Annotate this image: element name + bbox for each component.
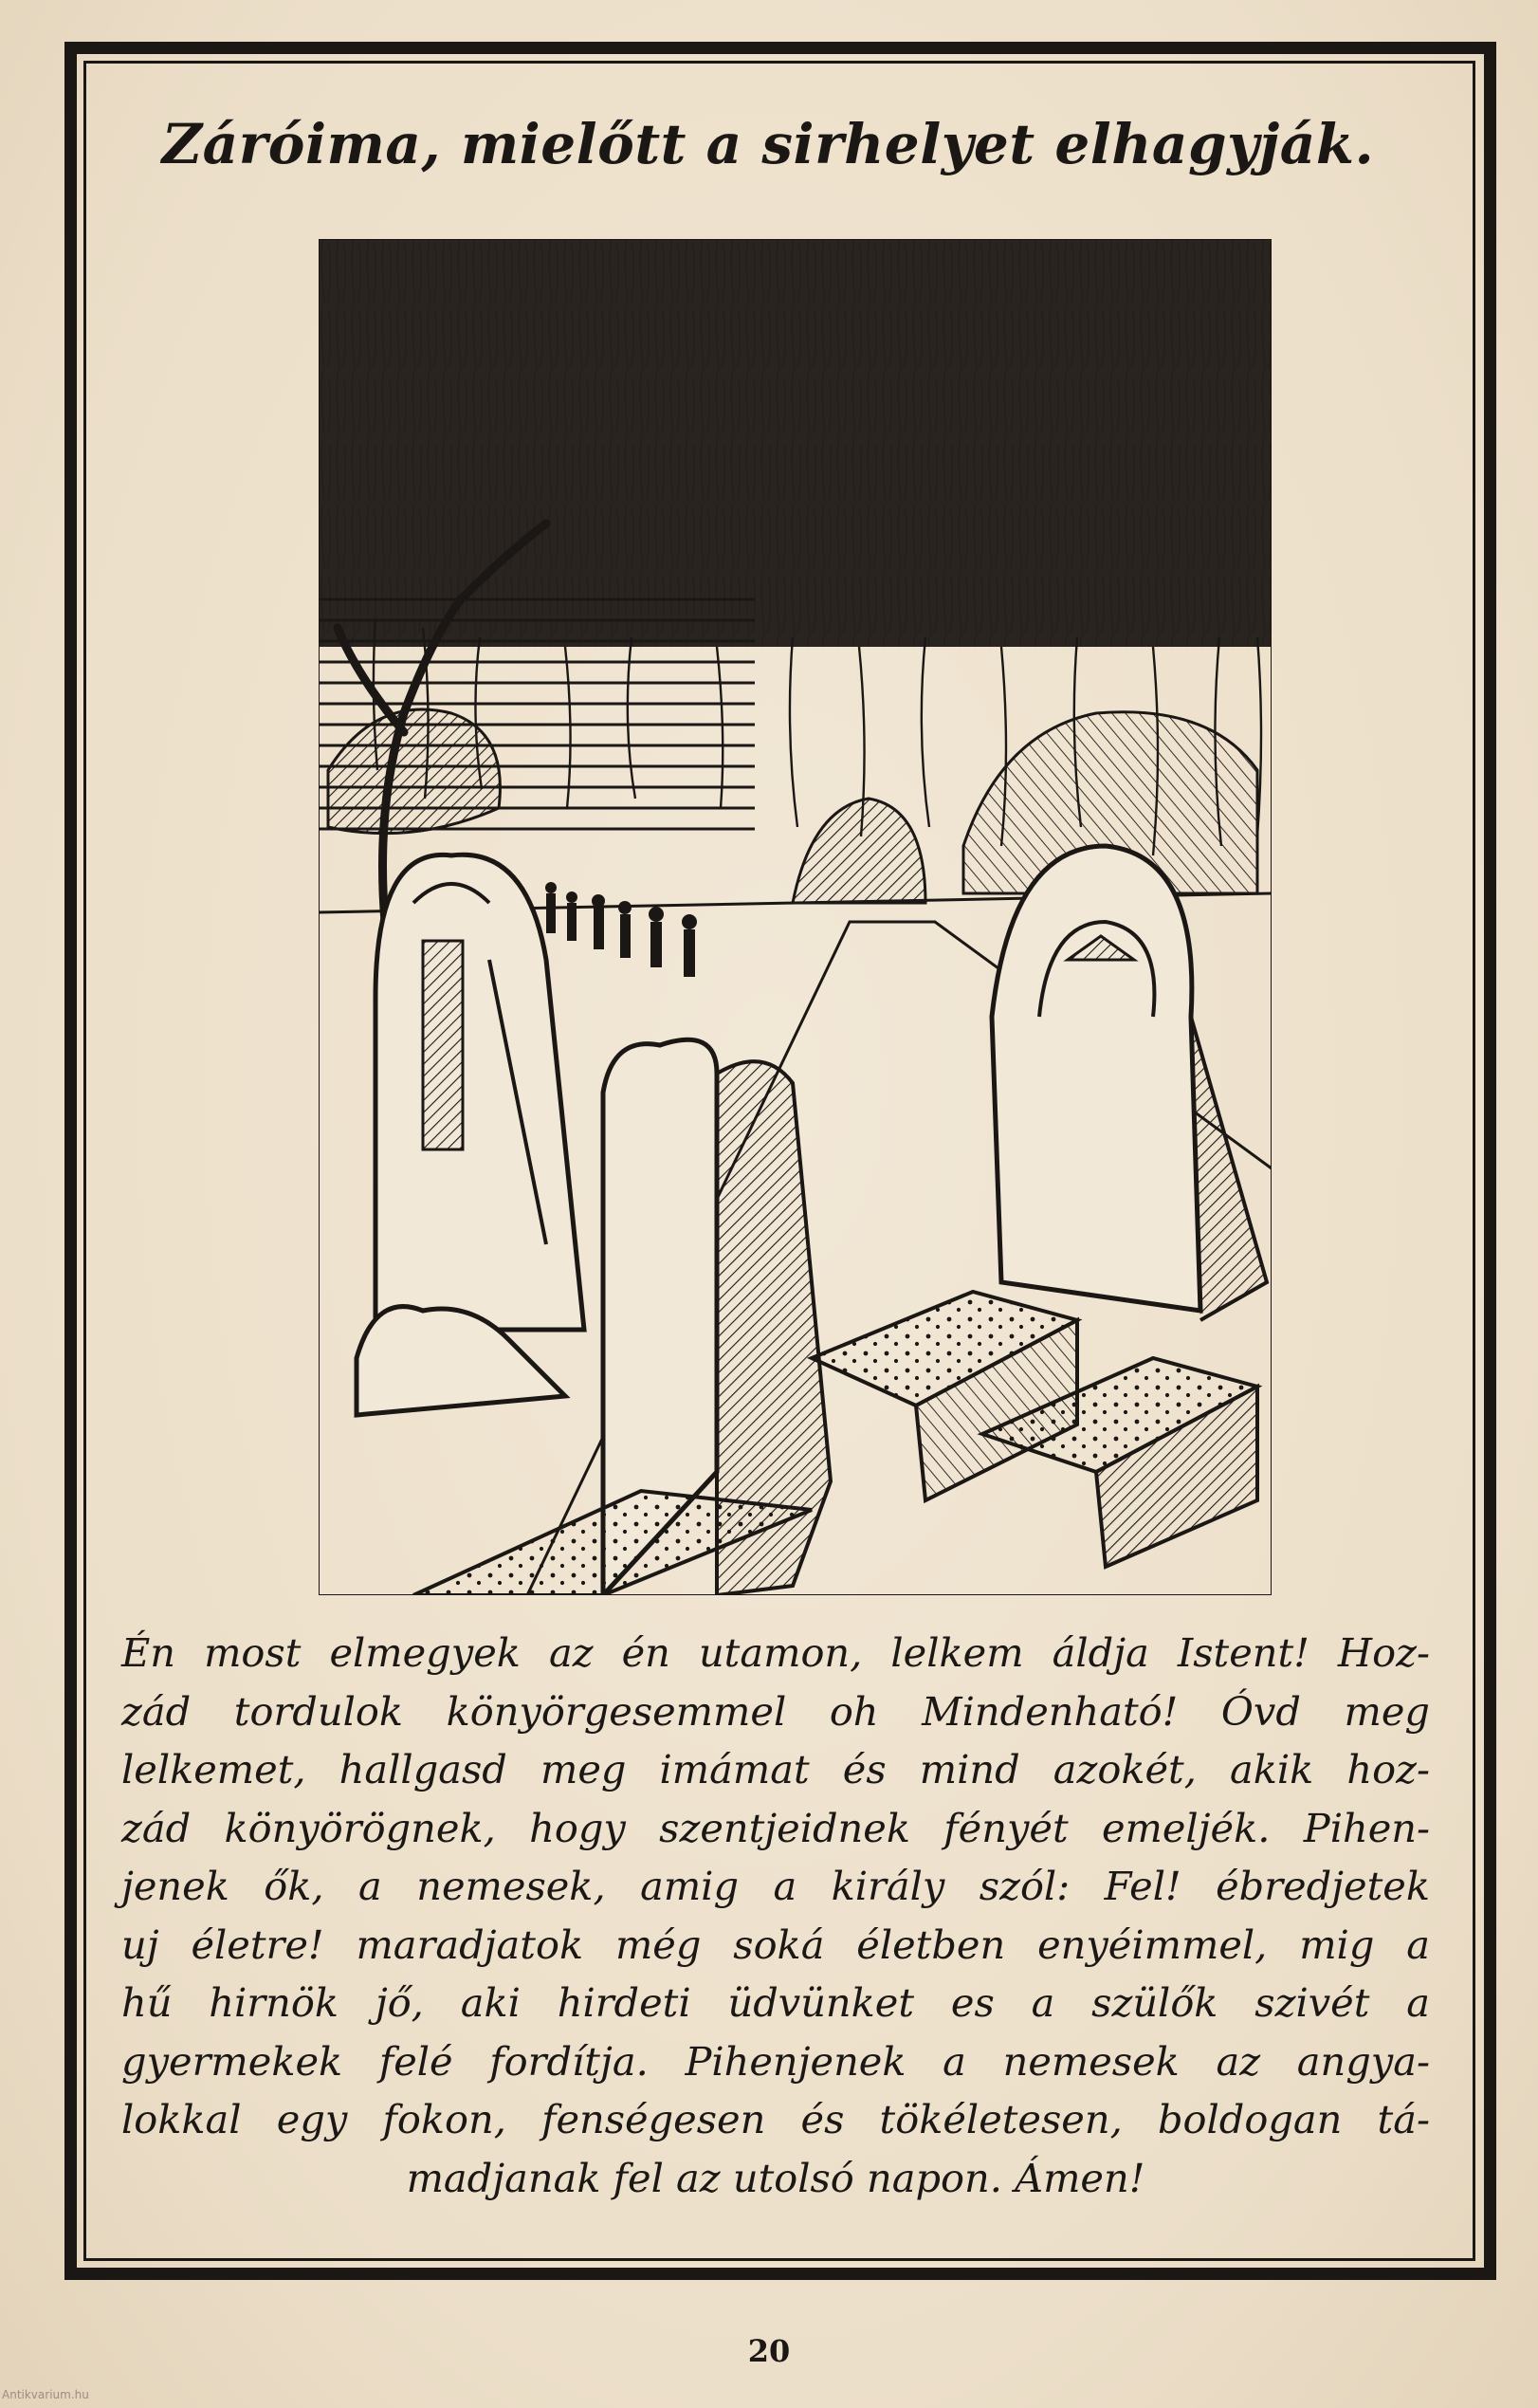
grave-slabs [413, 1292, 1257, 1595]
prayer-line: uj életre! maradjatok még soká életben enyéimmel, mig a [121, 1921, 1430, 1968]
prayer-line: lelkemet, hallgasd meg imámat és mind azokét, akik hoz- [121, 1746, 1430, 1792]
closing-prayer-text [121, 1624, 1430, 2207]
prayer-line: lokkal egy fokon, fenségesen és tökéletesen, boldogan tá- [121, 2096, 1430, 2142]
cemetery-illustration [319, 239, 1272, 1595]
prayer-line: Én most elmegyek az én utamon, lelkem áldja Istent! Hoz- [121, 1629, 1430, 1676]
watermark: Antikvarium.hu [2, 2388, 89, 2401]
prayer-line: zád tordulok könyörgesemmel oh Mindenható! Óvd meg [121, 1687, 1430, 1735]
tall-tombstone [357, 855, 584, 1415]
prayer-line: gyermekek felé fordítja. Pihenjenek a nemesek az angya- [121, 2037, 1430, 2085]
page-title: Záróima, mielőtt a sirhelyet elhagyják. [161, 112, 1375, 176]
prayer-line: hű hirnök jő, aki hirdeti üdvünket es a szülők szivét a [121, 1979, 1430, 2026]
arched-monument [992, 846, 1267, 1320]
prayer-line: madjanak fel az utolsó napon. Ámen! [406, 2154, 1145, 2201]
prayer-line: jenek ők, a nemesek, amig a király szól: Fel! ébredjetek [121, 1863, 1430, 1909]
funeral-procession [545, 882, 697, 977]
page-number: 20 [747, 2333, 791, 2369]
prayer-line: zád könyörögnek, hogy szentjeidnek fényét emeljék. Pihen- [121, 1804, 1430, 1851]
